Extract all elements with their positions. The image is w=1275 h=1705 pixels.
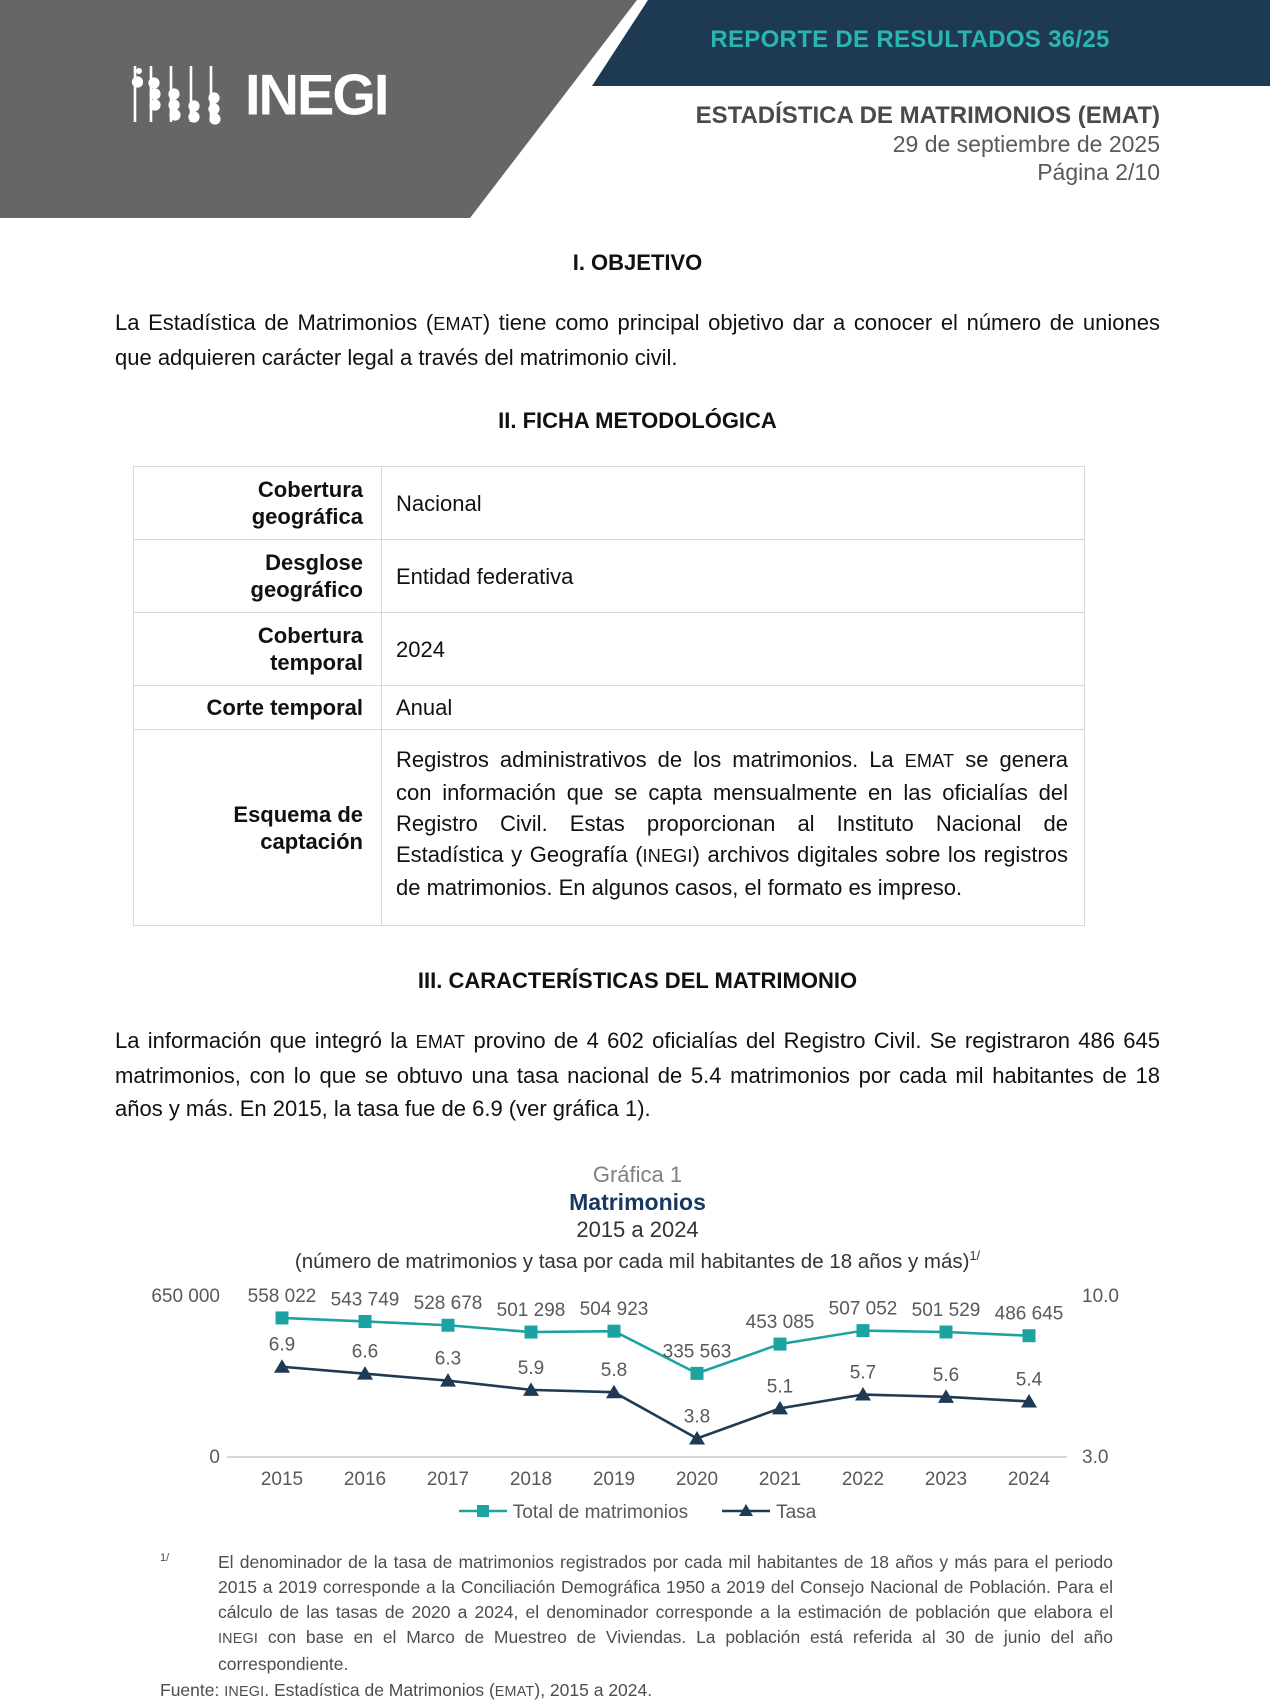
legend-triangle-marker-icon — [722, 1502, 770, 1524]
svg-text:2017: 2017 — [426, 1468, 470, 1490]
objective-paragraph: La Estadística de Matrimonios (EMAT) tiene como principal objetivo dar a conocer el número de uniones que adquieren carácter legal a través del matrimonio civil. — [115, 310, 1160, 370]
section-heading-methodology: II. FICHA METODOLÓGICA — [498, 408, 777, 433]
svg-text:501 529: 501 529 — [911, 1299, 981, 1321]
chart-subtitle: 2015 a 2024 — [576, 1217, 699, 1242]
chart-legend — [115, 1502, 1160, 1524]
svg-text:486 645: 486 645 — [994, 1303, 1064, 1325]
row-label: Corte temporal — [134, 686, 382, 730]
svg-text:507 052: 507 052 — [828, 1298, 898, 1320]
svg-text:2015: 2015 — [260, 1468, 304, 1490]
footnotes — [160, 1550, 1160, 1705]
svg-text:2023: 2023 — [924, 1468, 968, 1490]
svg-text:335 563: 335 563 — [662, 1341, 732, 1363]
document-date: 29 de septiembre de 2025 — [892, 131, 1160, 157]
row-value: Anual — [382, 686, 1085, 730]
svg-text:2021: 2021 — [758, 1468, 802, 1490]
table-row — [134, 540, 1085, 613]
characteristics-paragraph: La información que integró la EMAT provino de 4 602 oficialías del Registro Civil. Se registraron 486 645 matrimonios, con lo que se obtuvo una tasa nacional de 5.4 matrimonios por cada mil habitantes de 18 años y más. En 2015, la tasa fue de 6.9 (ver gráfica 1). — [115, 1028, 1160, 1121]
table-row — [134, 613, 1085, 686]
table-row — [134, 686, 1085, 730]
footnote-marker: 1/ — [160, 1551, 170, 1564]
document-body — [115, 250, 1160, 1524]
report-banner-label: REPORTE DE RESULTADOS 36/25 — [710, 26, 1110, 53]
svg-text:6.6: 6.6 — [351, 1341, 379, 1363]
document-title: ESTADÍSTICA DE MATRIMONIOS (EMAT) — [695, 102, 1160, 129]
inegi-logo — [131, 64, 387, 126]
source-line: Fuente: INEGI. Estadística de Matrimonios (EMAT), 2015 a 2024. — [160, 1679, 653, 1700]
row-label: Cobertura geográfica — [134, 467, 382, 540]
page-indicator: Página 2/10 — [1037, 159, 1160, 185]
legend-label: Total de matrimonios — [512, 1501, 689, 1523]
svg-text:2019: 2019 — [592, 1468, 636, 1490]
svg-text:2016: 2016 — [343, 1468, 387, 1490]
svg-text:558 022: 558 022 — [247, 1285, 317, 1307]
svg-text:453 085: 453 085 — [745, 1311, 815, 1333]
svg-text:3.8: 3.8 — [683, 1406, 711, 1428]
row-label: Cobertura temporal — [134, 613, 382, 686]
section-heading-objective: I. OBJETIVO — [572, 250, 703, 275]
chart-measure-note: (número de matrimonios y tasa por cada mil habitantes de 18 años y más)$^{1/}$ — [294, 1248, 981, 1273]
svg-text:2024: 2024 — [1007, 1468, 1051, 1490]
svg-text:504 923: 504 923 — [579, 1298, 649, 1320]
svg-text:5.9: 5.9 — [517, 1357, 545, 1379]
section-heading-characteristics: III. CARACTERÍSTICAS DEL MATRIMONIO — [417, 968, 858, 993]
chart-figure — [115, 1161, 1160, 1524]
inegi-logo-text: INEGI — [245, 62, 388, 127]
svg-text:650 000: 650 000 — [151, 1285, 220, 1307]
row-value: Nacional — [382, 467, 1085, 540]
svg-text:3.0: 3.0 — [1082, 1446, 1109, 1468]
svg-text:501 298: 501 298 — [496, 1299, 566, 1321]
row-value: Registros administrativos de los matrimonios. La EMAT se genera con información que se capta mensualmente en las oficialías del Registro Civil. Estas proporcionan al Instituto Nacional de Estadística y Geografía (INEGI) archivos digitales sobre los registros de matrimonios. En algunos casos, el formato es impreso. — [382, 730, 1085, 926]
legend-square-marker-icon — [459, 1502, 507, 1524]
svg-text:10.0: 10.0 — [1082, 1285, 1119, 1307]
svg-text:528 678: 528 678 — [413, 1293, 483, 1315]
svg-text:2018: 2018 — [509, 1468, 553, 1490]
document-header-block — [696, 102, 1160, 186]
line-chart — [115, 1283, 1160, 1495]
svg-text:6.3: 6.3 — [434, 1348, 462, 1370]
footnote-text: El denominador de la tasa de matrimonios registrados por cada mil habitantes de 18 años y más para el periodo 2015 a 2019 corresponde a la Conciliación Demográfica 1950 a 2019 del Consejo Nacional de Población. Para el cálculo de las tasas de 2020 a 2024, el denominador corresponde a la estimación de población que elabora el INEGI con base en el Marco de Muestreo de Viviendas. La población está referida al 30 de junio del año correspondiente. — [218, 1551, 1113, 1674]
row-value: Entidad federativa — [382, 540, 1085, 613]
row-label: Desglose geográfico — [134, 540, 382, 613]
svg-text:5.6: 5.6 — [932, 1364, 960, 1386]
svg-text:2020: 2020 — [675, 1468, 719, 1490]
svg-text:5.8: 5.8 — [600, 1360, 628, 1382]
table-row — [134, 467, 1085, 540]
row-label: Esquema de captación — [134, 730, 382, 926]
chart-title: Matrimonios — [569, 1189, 706, 1215]
svg-text:5.1: 5.1 — [766, 1376, 794, 1398]
svg-text:5.4: 5.4 — [1015, 1369, 1043, 1391]
svg-text:5.7: 5.7 — [849, 1362, 877, 1384]
row-value: 2024 — [382, 613, 1085, 686]
svg-text:0: 0 — [209, 1446, 220, 1468]
chart-plot-area — [115, 1283, 1160, 1500]
chart-figure-label: Gráfica 1 — [592, 1162, 683, 1187]
legend-item-total — [459, 1502, 688, 1524]
methodology-table — [133, 466, 1085, 926]
page-header — [0, 0, 1275, 218]
svg-text:543 749: 543 749 — [330, 1289, 400, 1311]
svg-text:6.9: 6.9 — [268, 1334, 296, 1356]
table-row — [134, 730, 1085, 926]
legend-item-tasa — [722, 1502, 816, 1524]
legend-label: Tasa — [776, 1501, 817, 1523]
svg-text:2022: 2022 — [841, 1468, 885, 1490]
inegi-abacus-icon — [131, 64, 231, 126]
